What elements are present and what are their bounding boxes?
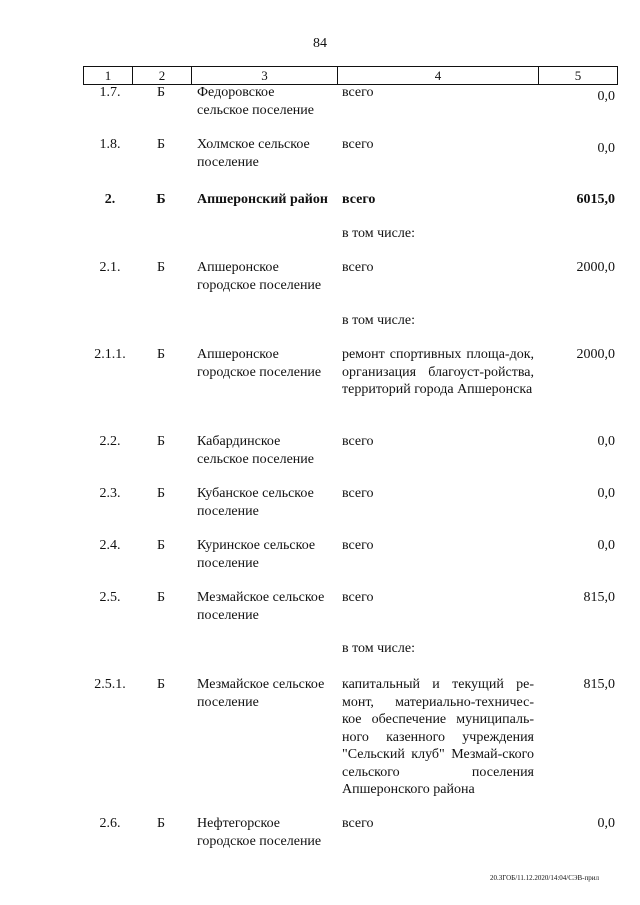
row-name: Мезмайское сельское поселение: [197, 677, 325, 710]
row-number: 2.: [104, 192, 116, 207]
row-amount: 2000,0: [576, 260, 615, 275]
document-footer-code: 20.ЗГОБ/11.12.2020/14:04/СЭВ-прил: [490, 874, 599, 882]
column-header-4: 4: [338, 67, 539, 85]
column-header-row: [83, 66, 618, 85]
row-type: Б: [156, 590, 166, 605]
row-name: Кубанское сельское поселение: [197, 486, 314, 519]
row-number: 2.1.: [99, 260, 121, 275]
row-description: в том числе:: [342, 226, 415, 241]
row-type: Б: [156, 192, 166, 207]
row-name: Мезмайское сельское поселение: [197, 590, 325, 623]
row-description: в том числе:: [342, 641, 415, 656]
row-number: 2.6.: [99, 816, 121, 831]
row-type: Б: [156, 260, 166, 275]
row-amount: 2000,0: [576, 347, 615, 362]
row-number: 1.7.: [99, 85, 121, 100]
row-number: 2.4.: [99, 538, 121, 553]
row-amount: 0,0: [597, 434, 615, 449]
row-name: Нефтегорское городское поселение: [197, 816, 322, 849]
row-description: всего: [342, 260, 374, 275]
row-number: 1.8.: [99, 137, 121, 152]
row-name: Федоровское сельское поселение: [197, 85, 314, 118]
row-description: капитальный и текущий ре-монт, материально-техничес-кое обеспечение муниципаль-ного казенного учреждения "Сельский клуб" Мезмай-ского сельского поселения Апшеронского района: [342, 677, 534, 797]
row-name: Апшеронский район: [197, 192, 328, 207]
row-number: 2.5.: [99, 590, 121, 605]
row-amount: 815,0: [583, 590, 615, 605]
row-type: Б: [156, 538, 166, 553]
row-type: Б: [156, 347, 166, 362]
row-number: 2.3.: [99, 486, 121, 501]
row-description: всего: [342, 538, 374, 553]
row-amount: 0,0: [597, 816, 615, 831]
row-number: 2.2.: [99, 434, 121, 449]
row-number: 2.1.1.: [94, 347, 126, 362]
row-name: Апшеронское городское поселение: [197, 347, 322, 380]
row-amount: 0,0: [597, 538, 615, 553]
row-name: Кабардинское сельское поселение: [197, 434, 314, 467]
row-description: всего: [342, 137, 374, 152]
row-description: всего: [342, 816, 374, 831]
page-number: 84: [313, 36, 327, 51]
row-description: всего: [342, 590, 374, 605]
row-name: Апшеронское городское поселение: [197, 260, 322, 293]
row-description: в том числе:: [342, 313, 415, 328]
column-header-2: 2: [133, 67, 192, 85]
row-description: ремонт спортивных площа-док, организация благоуст-ройства, территорий города Апшеронска: [342, 347, 534, 397]
row-type: Б: [156, 85, 166, 100]
row-amount: 6015,0: [576, 192, 615, 207]
row-amount: 0,0: [597, 486, 615, 501]
row-type: Б: [156, 486, 166, 501]
row-name: Куринское сельское поселение: [197, 538, 316, 571]
row-amount: 815,0: [583, 677, 615, 692]
row-type: Б: [156, 816, 166, 831]
row-description: всего: [342, 434, 374, 449]
row-amount: 0,0: [597, 89, 615, 104]
row-description: всего: [342, 85, 374, 100]
row-type: Б: [156, 434, 166, 449]
row-type: Б: [156, 677, 166, 692]
row-number: 2.5.1.: [94, 677, 126, 692]
row-type: Б: [156, 137, 166, 152]
row-amount: 0,0: [597, 141, 615, 156]
row-description: всего: [342, 486, 374, 501]
row-description: всего: [342, 192, 376, 207]
column-header-1: 1: [84, 67, 133, 85]
column-header-5: 5: [539, 67, 618, 85]
row-name: Холмское сельское поселение: [197, 137, 310, 170]
column-header-3: 3: [192, 67, 338, 85]
